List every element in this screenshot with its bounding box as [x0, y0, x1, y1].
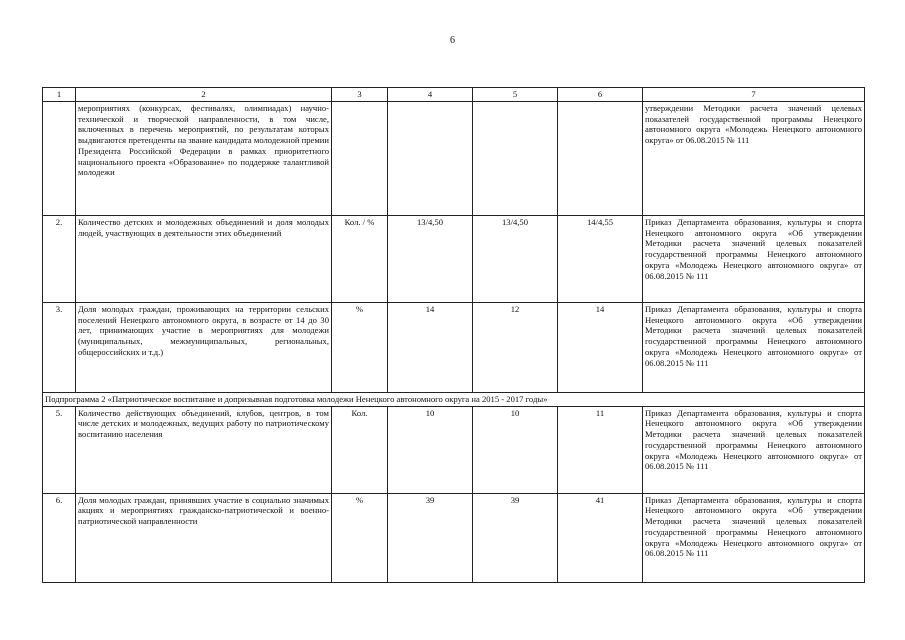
indicators-table [42, 87, 865, 583]
value-2017: 14 [558, 303, 643, 393]
unit: % [332, 303, 388, 393]
subprogram-title: Подпрограмма 2 «Патриотическое воспитание и допризывная подготовка молодежи Ненецкого автономного округа на 2015 - 2017 годы» [43, 393, 865, 407]
column-header: 1 [43, 88, 76, 102]
value-2016 [473, 102, 558, 216]
page-number: 6 [450, 35, 455, 46]
table-row [43, 216, 865, 303]
indicator-name: мероприятиях (конкурсах, фестивалях, олимпиадах) научно-технической и творческой направленности, в том числе, включенных в перечень мероприятий, по результатам которых выдвигаются претенденты на звание кандидата молодежной премии Президента Российской Федерации в рамках приоритетного национального проекта «Образование» по поддержке талантливой молодежи [76, 102, 332, 216]
column-header: 5 [473, 88, 558, 102]
value-2016: 13/4,50 [473, 216, 558, 303]
unit: Кол. / % [332, 216, 388, 303]
column-header: 7 [643, 88, 865, 102]
source-document: Приказ Департамента образования, культуры и спорта Ненецкого автономного округа «Об утверждении Методики расчета значений целевых показателей государственной программы Ненецкого автономного округа «Молодежь Ненецкого автономного округа» от 06.08.2015 № 111 [643, 406, 865, 493]
column-header: 4 [388, 88, 473, 102]
value-2016: 12 [473, 303, 558, 393]
unit [332, 102, 388, 216]
column-number-header [43, 88, 865, 102]
value-2015: 14 [388, 303, 473, 393]
column-header: 2 [76, 88, 332, 102]
table-row [43, 102, 865, 216]
indicator-name: Доля молодых граждан, проживающих на территории сельских поселений Ненецкого автономного округа, в возрасте от 14 до 30 лет, принимающих участие в мероприятиях для молодежи (муниципальных, межмуниципальных, региональных, общероссийских и т.д.) [76, 303, 332, 393]
row-number: 5. [43, 406, 76, 493]
unit: % [332, 493, 388, 582]
source-document: Приказ Департамента образования, культуры и спорта Ненецкого автономного округа «Об утверждении Методики расчета значений целевых показателей государственной программы Ненецкого автономного округа «Молодежь Ненецкого автономного округа» от 06.08.2015 № 111 [643, 493, 865, 582]
value-2016: 39 [473, 493, 558, 582]
column-header: 3 [332, 88, 388, 102]
value-2016: 10 [473, 406, 558, 493]
value-2015 [388, 102, 473, 216]
subprogram-row [43, 393, 865, 407]
table-row [43, 406, 865, 493]
indicator-name: Количество действующих объединений, клубов, центров, в том числе детских и молодежных, ведущих работу по патриотическому воспитанию населения [76, 406, 332, 493]
source-document: Приказ Департамента образования, культуры и спорта Ненецкого автономного округа «Об утверждении Методики расчета значений целевых показателей государственной программы Ненецкого автономного округа «Молодежь Ненецкого автономного округа» от 06.08.2015 № 111 [643, 303, 865, 393]
value-2017 [558, 102, 643, 216]
row-number: 2. [43, 216, 76, 303]
source-document: Приказ Департамента образования, культуры и спорта Ненецкого автономного округа «Об утверждении Методики расчета значений целевых показателей государственной программы Ненецкого автономного округа «Молодежь Ненецкого автономного округа» от 06.08.2015 № 111 [643, 216, 865, 303]
row-number [43, 102, 76, 216]
indicator-name: Доля молодых граждан, принявших участие в социально значимых акциях и мероприятиях гражданско-патриотической и военно-патриотической направленности [76, 493, 332, 582]
row-number: 6. [43, 493, 76, 582]
indicator-name: Количество детских и молодежных объединений и доля молодых людей, участвующих в деятельности этих объединений [76, 216, 332, 303]
value-2017: 14/4,55 [558, 216, 643, 303]
row-number: 3. [43, 303, 76, 393]
column-header: 6 [558, 88, 643, 102]
table-row [43, 493, 865, 582]
value-2015: 10 [388, 406, 473, 493]
table-row [43, 303, 865, 393]
value-2017: 41 [558, 493, 643, 582]
source-document: утверждении Методики расчета значений целевых показателей государственной программы Ненецкого автономного округа «Молодежь Ненецкого автономного округа» от 06.08.2015 № 111 [643, 102, 865, 216]
unit: Кол. [332, 406, 388, 493]
value-2015: 39 [388, 493, 473, 582]
value-2017: 11 [558, 406, 643, 493]
value-2015: 13/4,50 [388, 216, 473, 303]
